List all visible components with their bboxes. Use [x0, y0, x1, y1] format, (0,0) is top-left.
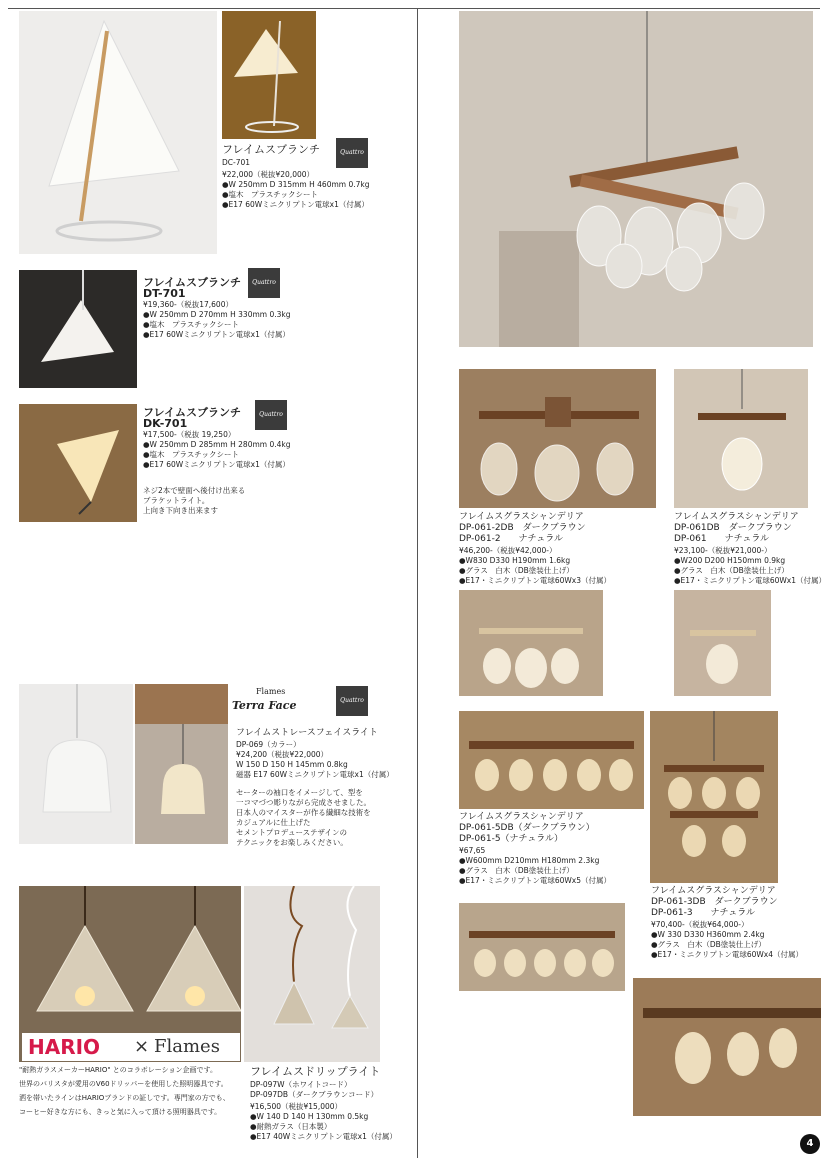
brand-flames: Flames [256, 687, 286, 696]
product-spec: ●W 250mm D 270mm H 330mm 0.3kg [143, 310, 291, 319]
product-name: フレイムスドリップライト [250, 1065, 381, 1078]
product-price: ¥16,500（税抜¥15,000） [250, 1102, 343, 1111]
product-price: ¥19,360-（税抜17,600） [143, 300, 233, 309]
product-model: DP-097W（ホワイトコード） [250, 1080, 352, 1089]
hario-flames-banner [22, 1033, 240, 1061]
product-spec: ●E17・ミニクリプトン電球60Wx3（付属） [459, 576, 611, 585]
flames-logo: Flames [154, 1036, 220, 1057]
product-spec: ●E17・ミニクリプトン電球60Wx1（付属） [674, 576, 826, 585]
product-desc: テクニックをお楽しみください。 [236, 838, 348, 847]
product-note: 上向き下向き出来ます [143, 506, 218, 515]
cone-lamp-illustration [19, 11, 217, 254]
product-desc: カジュアルに仕上げた [236, 818, 311, 827]
hero-photo-chandelier [459, 11, 813, 347]
product-price: ¥67,65 [459, 846, 486, 855]
product-model: DP-061-2 ナチュラル [459, 534, 564, 544]
product-model: DP-061DB ダークブラウン [674, 523, 792, 533]
product-spec: W 150 D 150 H 145mm 0.8kg [236, 760, 348, 769]
product-photo-dp061-2-natural [459, 590, 603, 696]
product-photo-dp069-white [19, 684, 133, 844]
product-photo-dp061-3 [650, 711, 778, 883]
quattro-logo: Quattro [248, 268, 280, 298]
product-spec: ●W830 D330 H190mm 1.6kg [459, 556, 571, 565]
product-photo-dc701-lit [222, 11, 316, 139]
column-divider [417, 8, 418, 1158]
product-model: DP-061-3 ナチュラル [651, 908, 756, 918]
product-photo-hario-drip [19, 886, 241, 1062]
product-model: DT-701 [143, 287, 186, 300]
product-spec: ●W200 D200 H150mm 0.9kg [674, 556, 786, 565]
top-rule [8, 8, 820, 9]
product-photo-dp061-5-natural [459, 903, 625, 991]
product-desc: "耐熱ガラスメーカーHARIO" とのコラボレーション企画です。 [19, 1066, 217, 1074]
product-spec: ●E17 60Wミニクリプトン電球x1（付属） [143, 330, 290, 339]
product-spec: ●E17 60Wミニクリプトン電球x1（付属） [143, 460, 290, 469]
product-desc: 世界のバリスタが愛用のV60ドリッパーを使用した照明器具です。 [19, 1080, 228, 1088]
product-model: DP-097DB（ダークブラウンコード） [250, 1090, 379, 1099]
quattro-logo: Quattro [336, 686, 368, 716]
product-spec: ●W 250mm D 285mm H 280mm 0.4kg [143, 440, 291, 449]
product-name: フレイムスグラスシャンデリア [674, 512, 799, 522]
page-number: 4 [800, 1134, 820, 1154]
product-model: DC-701 [222, 158, 251, 167]
product-model: DP-061 ナチュラル [674, 534, 770, 544]
product-photo-dp061-2 [459, 369, 656, 508]
product-photo-dp061-5 [459, 711, 644, 809]
product-model: DP-061-2DB ダークブラウン [459, 523, 586, 533]
product-name: フレイムスブランチ [143, 276, 242, 289]
product-price: ¥17,500-（税抜 19,250） [143, 430, 236, 439]
product-model: DP-061-5DB（ダークブラウン） [459, 823, 595, 833]
product-model: DP-061-5（ナチュラル） [459, 834, 564, 844]
product-photo-dt701 [19, 270, 137, 388]
product-photo-dp069-lit [135, 684, 228, 844]
product-model: DP-061-3DB ダークブラウン [651, 897, 778, 907]
product-price: ¥70,400-（税抜¥64,000-） [651, 920, 749, 929]
product-photo-dk701 [19, 404, 137, 522]
product-desc: セメントプロデューステザインの [236, 828, 347, 837]
quattro-logo: Quattro [255, 400, 287, 430]
quattro-logo: Quattro [336, 138, 368, 168]
product-spec: ●グラス 白木（DB塗装仕上げ） [674, 566, 789, 575]
product-price: ¥24,200（税抜¥22,000） [236, 750, 329, 759]
product-spec: ●E17 40Wミニクリプトン電球x1（付属） [250, 1132, 397, 1141]
product-name: フレイムストレースフェイスライト [236, 728, 378, 738]
product-price: ¥23,100-（税抜¥21,000-） [674, 546, 772, 555]
product-photo-dp061 [674, 369, 808, 508]
product-note: ネジ2本で壁面へ後付け出来る [143, 486, 246, 495]
product-spec: ●グラス 白木（DB塗装仕上げ） [459, 566, 574, 575]
product-desc: コーヒー好きな方にも、きっと気に入って頂ける照明器具です。 [19, 1108, 222, 1116]
product-model: DP-069（カラー） [236, 740, 301, 749]
product-desc: 日本人のマイスターが作る繊細な技術を [236, 808, 371, 817]
brand-terra-face: Terra Face [232, 699, 297, 712]
product-name: フレイムスグラスシャンデリア [651, 886, 776, 896]
product-spec: ●グラス 白木（DB塗装仕上げ） [651, 940, 766, 949]
product-spec: ●E17・ミニクリプトン電球60Wx4（付属） [651, 950, 803, 959]
product-desc: 洒を帯いたラインはHARIOブランドの証しです。専門家の方でも、 [19, 1094, 230, 1102]
product-spec: ●W 140 D 140 H 130mm 0.5kg [250, 1112, 369, 1121]
product-spec: ●塩木 プラスチックシート [143, 320, 239, 329]
product-spec: ●W600mm D210mm H180mm 2.3kg [459, 856, 600, 865]
product-spec: ●塩木 プラスチックシート [143, 450, 239, 459]
product-name: フレイムスブランチ [222, 143, 321, 156]
product-desc: 一コマづつ彫りながら完成させました。 [236, 798, 371, 807]
product-name: フレイムスグラスシャンデリア [459, 812, 584, 822]
product-spec: ●W 250mm D 315mm H 460mm 0.7kg [222, 180, 370, 189]
times-sign: × [134, 1036, 150, 1057]
product-note: ブラケットライト。 [143, 496, 210, 505]
product-spec: ●W 330 D330 H360mm 2.4kg [651, 930, 765, 939]
product-price: ¥46,200-（税抜¥42,000-） [459, 546, 557, 555]
product-spec: ●グラス 白木（DB塗装仕上げ） [459, 866, 574, 875]
product-photo-dp061-natural [674, 590, 771, 696]
product-desc: セーターの袖口をイメージして、型を [236, 788, 363, 797]
hario-logo: HARIO [28, 1035, 101, 1059]
product-spec: ●E17・ミニクリプトン電球60Wx5（付属） [459, 876, 611, 885]
product-price: ¥22,000（税抜¥20,000） [222, 170, 315, 179]
product-name: フレイムスブランチ [143, 406, 242, 419]
product-spec: ●塩木 プラスチックシート [222, 190, 318, 199]
product-spec: 磁器 E17 60Wミニクリプトン電球x1（付属） [236, 770, 394, 779]
product-photo-hario-drip-2 [244, 886, 380, 1062]
product-model: DK-701 [143, 417, 188, 430]
product-photo-dc701 [19, 11, 217, 254]
product-name: フレイムスグラスシャンデリア [459, 512, 584, 522]
product-photo-chandelier-closeup [633, 978, 821, 1116]
product-spec: ●E17 60Wミニクリプトン電球x1（付属） [222, 200, 369, 209]
product-spec: ●耐熱ガラス（日本製） [250, 1122, 332, 1131]
